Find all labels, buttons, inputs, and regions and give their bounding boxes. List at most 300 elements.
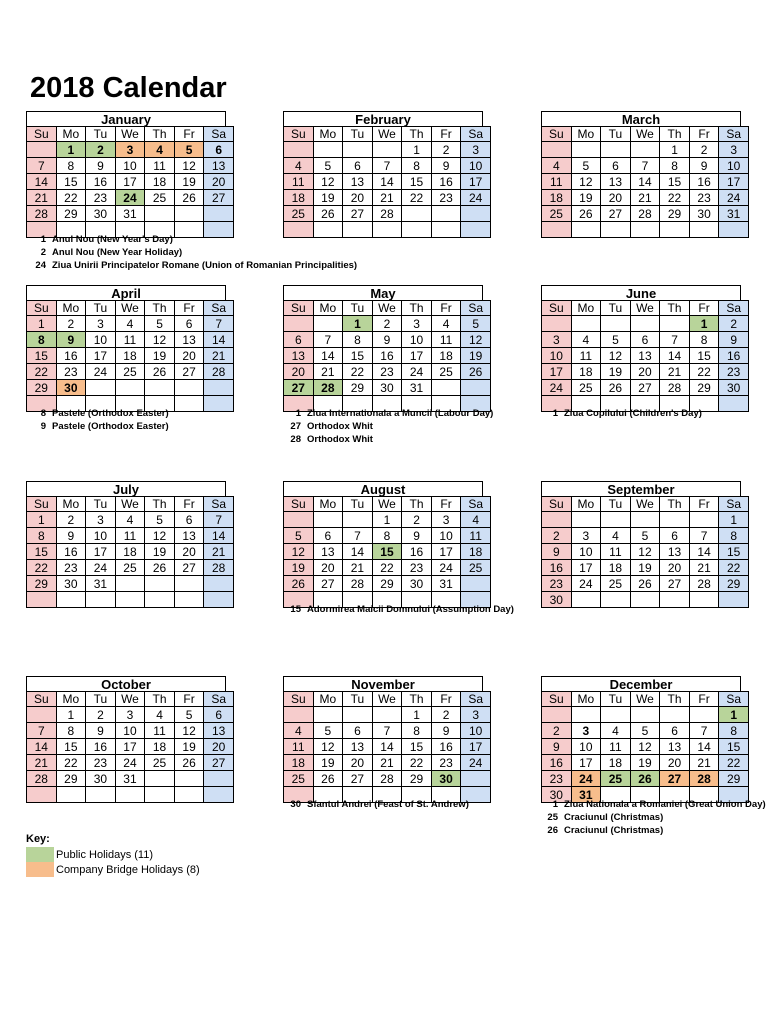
day-cell: 11 — [145, 723, 175, 739]
day-cell: 11 — [115, 332, 145, 348]
day-cell: 6 — [284, 332, 314, 348]
weekday-header: Tu — [343, 127, 373, 142]
day-cell: 18 — [431, 348, 461, 364]
holiday-entry — [283, 798, 469, 811]
day-cell: 13 — [174, 528, 204, 544]
day-cell: 23 — [372, 364, 402, 380]
day-cell: 2 — [86, 142, 116, 158]
day-cell: 27 — [174, 364, 204, 380]
day-cell: 9 — [689, 158, 719, 174]
weekday-header: Fr — [689, 692, 719, 707]
empty-cell — [115, 380, 145, 396]
key-item-label: Public Holidays (11) — [56, 848, 154, 861]
empty-cell — [601, 222, 631, 238]
weekday-header: Su — [27, 127, 57, 142]
day-cell: 24 — [402, 364, 432, 380]
empty-cell — [174, 396, 204, 412]
day-cell: 19 — [284, 560, 314, 576]
day-cell: 1 — [660, 142, 690, 158]
weekday-header: Su — [284, 301, 314, 316]
empty-cell — [719, 396, 749, 412]
day-cell: 8 — [56, 158, 86, 174]
day-cell: 17 — [431, 544, 461, 560]
day-cell: 4 — [461, 512, 491, 528]
day-cell: 12 — [284, 544, 314, 560]
day-cell: 6 — [630, 332, 660, 348]
empty-cell — [204, 396, 234, 412]
holiday-day: 1 — [40, 234, 46, 245]
empty-cell — [601, 316, 631, 332]
weekday-header: Sa — [461, 127, 491, 142]
empty-cell — [27, 142, 57, 158]
day-cell: 20 — [313, 560, 343, 576]
holiday-name: Pastele (Orthodox Easter) — [52, 408, 169, 419]
day-cell: 5 — [571, 158, 601, 174]
day-cell: 15 — [719, 544, 749, 560]
day-cell: 1 — [56, 142, 86, 158]
day-cell: 9 — [56, 528, 86, 544]
day-cell: 26 — [145, 560, 175, 576]
weekday-header: Mo — [56, 692, 86, 707]
day-cell: 6 — [343, 723, 373, 739]
day-cell: 15 — [27, 348, 57, 364]
month-title: January — [26, 111, 226, 126]
day-cell: 27 — [204, 755, 234, 771]
day-cell: 25 — [284, 206, 314, 222]
empty-cell — [660, 222, 690, 238]
holiday-entry — [28, 420, 169, 433]
day-cell: 15 — [343, 348, 373, 364]
day-cell: 1 — [719, 707, 749, 723]
day-cell: 21 — [204, 544, 234, 560]
day-cell: 7 — [204, 512, 234, 528]
month-title: May — [283, 285, 483, 300]
day-cell: 27 — [284, 380, 314, 396]
day-cell: 9 — [402, 528, 432, 544]
day-cell: 26 — [571, 206, 601, 222]
day-cell: 29 — [719, 771, 749, 787]
empty-cell — [689, 707, 719, 723]
empty-cell — [461, 222, 491, 238]
weekday-header: Th — [660, 497, 690, 512]
day-cell: 3 — [461, 142, 491, 158]
month-title: July — [26, 481, 226, 496]
day-cell: 25 — [601, 576, 631, 592]
day-cell: 30 — [56, 380, 86, 396]
day-cell: 17 — [115, 739, 145, 755]
day-cell: 26 — [145, 364, 175, 380]
day-cell: 16 — [431, 174, 461, 190]
day-cell: 3 — [461, 707, 491, 723]
month-title: April — [26, 285, 226, 300]
month-table — [283, 691, 491, 803]
holiday-name: Anul Nou (New Year's Day) — [52, 234, 173, 245]
empty-cell — [630, 222, 660, 238]
day-cell: 29 — [660, 206, 690, 222]
empty-cell — [343, 142, 373, 158]
day-cell: 24 — [115, 190, 145, 206]
empty-cell — [372, 142, 402, 158]
empty-cell — [313, 142, 343, 158]
day-cell: 9 — [431, 723, 461, 739]
day-cell: 7 — [630, 158, 660, 174]
weekday-header: We — [115, 301, 145, 316]
empty-cell — [343, 512, 373, 528]
day-cell: 1 — [719, 512, 749, 528]
weekday-header: Tu — [86, 127, 116, 142]
day-cell: 2 — [431, 707, 461, 723]
weekday-header: We — [372, 497, 402, 512]
day-cell: 25 — [542, 206, 572, 222]
day-cell: 12 — [630, 544, 660, 560]
day-cell: 23 — [689, 190, 719, 206]
empty-cell — [204, 576, 234, 592]
month-january — [26, 111, 226, 238]
empty-cell — [204, 380, 234, 396]
day-cell: 8 — [719, 723, 749, 739]
month-table — [283, 126, 491, 238]
empty-cell — [601, 592, 631, 608]
empty-cell — [630, 592, 660, 608]
holiday-name: Ziua Copilului (Children's Day) — [564, 408, 702, 419]
day-cell: 26 — [284, 576, 314, 592]
day-cell: 27 — [601, 206, 631, 222]
weekday-header: Th — [660, 692, 690, 707]
holiday-list — [283, 603, 514, 616]
weekday-header: Th — [145, 692, 175, 707]
day-cell: 2 — [56, 316, 86, 332]
day-cell: 23 — [402, 560, 432, 576]
weekday-header: Mo — [313, 692, 343, 707]
day-cell: 10 — [115, 158, 145, 174]
empty-cell — [86, 592, 116, 608]
day-cell: 22 — [719, 755, 749, 771]
holiday-entry — [540, 407, 702, 420]
weekday-header: Mo — [571, 301, 601, 316]
day-cell: 15 — [27, 544, 57, 560]
weekday-header: Fr — [174, 497, 204, 512]
day-cell: 7 — [372, 723, 402, 739]
day-cell: 30 — [56, 576, 86, 592]
day-cell: 9 — [542, 739, 572, 755]
day-cell: 29 — [689, 380, 719, 396]
day-cell: 11 — [431, 332, 461, 348]
day-cell: 24 — [86, 364, 116, 380]
day-cell: 9 — [56, 332, 86, 348]
day-cell: 15 — [719, 739, 749, 755]
day-cell: 21 — [689, 755, 719, 771]
day-cell: 23 — [542, 771, 572, 787]
day-cell: 3 — [431, 512, 461, 528]
day-cell: 13 — [601, 174, 631, 190]
weekday-header: Th — [402, 127, 432, 142]
day-cell: 4 — [145, 142, 175, 158]
day-cell: 19 — [174, 174, 204, 190]
weekday-header: Su — [27, 301, 57, 316]
day-cell: 30 — [689, 206, 719, 222]
weekday-header: We — [115, 497, 145, 512]
day-cell: 6 — [601, 158, 631, 174]
day-cell: 7 — [689, 723, 719, 739]
month-august — [283, 481, 483, 608]
weekday-header: Th — [402, 497, 432, 512]
day-cell: 7 — [343, 528, 373, 544]
empty-cell — [145, 206, 175, 222]
day-cell: 17 — [86, 544, 116, 560]
empty-cell — [571, 316, 601, 332]
day-cell: 6 — [174, 512, 204, 528]
empty-cell — [461, 771, 491, 787]
day-cell: 27 — [660, 576, 690, 592]
day-cell: 6 — [343, 158, 373, 174]
day-cell: 23 — [56, 364, 86, 380]
empty-cell — [601, 142, 631, 158]
holiday-entry — [28, 259, 357, 272]
day-cell: 30 — [372, 380, 402, 396]
day-cell: 28 — [204, 364, 234, 380]
day-cell: 21 — [689, 560, 719, 576]
holiday-day: 2 — [40, 247, 46, 258]
empty-cell — [56, 787, 86, 803]
month-title: December — [541, 676, 741, 691]
empty-cell — [86, 787, 116, 803]
weekday-header: Mo — [56, 497, 86, 512]
day-cell: 27 — [343, 206, 373, 222]
day-cell: 25 — [145, 755, 175, 771]
day-cell: 4 — [145, 707, 175, 723]
day-cell: 16 — [402, 544, 432, 560]
empty-cell — [313, 512, 343, 528]
day-cell: 17 — [402, 348, 432, 364]
month-table — [26, 126, 234, 238]
day-cell: 17 — [571, 560, 601, 576]
day-cell: 14 — [660, 348, 690, 364]
day-cell: 30 — [542, 592, 572, 608]
day-cell: 23 — [431, 190, 461, 206]
weekday-header: Sa — [204, 692, 234, 707]
day-cell: 20 — [660, 755, 690, 771]
empty-cell — [174, 576, 204, 592]
day-cell: 28 — [689, 771, 719, 787]
weekday-header: Su — [542, 127, 572, 142]
day-cell: 8 — [343, 332, 373, 348]
day-cell: 9 — [431, 158, 461, 174]
day-cell: 26 — [461, 364, 491, 380]
day-cell: 14 — [372, 174, 402, 190]
weekday-header: Su — [542, 301, 572, 316]
empty-cell — [313, 707, 343, 723]
weekday-header: We — [372, 127, 402, 142]
day-cell: 11 — [542, 174, 572, 190]
weekday-header: Sa — [204, 127, 234, 142]
day-cell: 7 — [689, 528, 719, 544]
day-cell: 11 — [571, 348, 601, 364]
day-cell: 5 — [313, 158, 343, 174]
day-cell: 28 — [630, 206, 660, 222]
empty-cell — [86, 380, 116, 396]
day-cell: 10 — [571, 544, 601, 560]
day-cell: 16 — [719, 348, 749, 364]
empty-cell — [204, 787, 234, 803]
empty-cell — [542, 512, 572, 528]
empty-cell — [284, 512, 314, 528]
weekday-header: Sa — [461, 497, 491, 512]
empty-cell — [542, 222, 572, 238]
day-cell: 5 — [313, 723, 343, 739]
day-cell: 28 — [343, 576, 373, 592]
day-cell: 14 — [313, 348, 343, 364]
empty-cell — [145, 771, 175, 787]
day-cell: 10 — [115, 723, 145, 739]
day-cell: 5 — [630, 528, 660, 544]
weekday-header: We — [630, 497, 660, 512]
day-cell: 2 — [431, 142, 461, 158]
weekday-header: Th — [660, 127, 690, 142]
weekday-header: Mo — [313, 301, 343, 316]
empty-cell — [660, 512, 690, 528]
day-cell: 18 — [571, 364, 601, 380]
holiday-day: 9 — [40, 421, 46, 432]
day-cell: 21 — [313, 364, 343, 380]
day-cell: 11 — [284, 739, 314, 755]
weekday-header: Mo — [313, 497, 343, 512]
weekday-header: Sa — [719, 692, 749, 707]
empty-cell — [461, 380, 491, 396]
day-cell: 9 — [719, 332, 749, 348]
holiday-day: 26 — [547, 825, 558, 836]
weekday-header: Sa — [719, 127, 749, 142]
day-cell: 3 — [115, 142, 145, 158]
holiday-name: Ziua Internationala a Muncii (Labour Day) — [307, 408, 494, 419]
weekday-header: Th — [402, 301, 432, 316]
holiday-name: Pastele (Orthodox Easter) — [52, 421, 169, 432]
day-cell: 24 — [115, 755, 145, 771]
day-cell: 30 — [542, 787, 572, 803]
empty-cell — [402, 222, 432, 238]
day-cell: 9 — [86, 723, 116, 739]
day-cell: 9 — [86, 158, 116, 174]
day-cell: 2 — [542, 528, 572, 544]
empty-cell — [571, 222, 601, 238]
empty-cell — [372, 707, 402, 723]
weekday-header: Tu — [601, 301, 631, 316]
weekday-header: Fr — [174, 301, 204, 316]
day-cell: 15 — [56, 739, 86, 755]
day-cell: 14 — [204, 528, 234, 544]
empty-cell — [284, 316, 314, 332]
empty-cell — [719, 222, 749, 238]
day-cell: 8 — [402, 158, 432, 174]
holiday-name: Anul Nou (New Year Holiday) — [52, 247, 183, 258]
weekday-header: Th — [145, 497, 175, 512]
day-cell: 12 — [145, 528, 175, 544]
day-cell: 5 — [630, 723, 660, 739]
day-cell: 25 — [284, 771, 314, 787]
day-cell: 16 — [542, 560, 572, 576]
day-cell: 20 — [174, 544, 204, 560]
month-table — [26, 300, 234, 412]
day-cell: 9 — [372, 332, 402, 348]
weekday-header: Tu — [86, 301, 116, 316]
day-cell: 28 — [689, 576, 719, 592]
empty-cell — [660, 707, 690, 723]
day-cell: 1 — [402, 707, 432, 723]
month-december — [541, 676, 741, 803]
day-cell: 5 — [145, 512, 175, 528]
day-cell: 28 — [372, 206, 402, 222]
empty-cell — [372, 222, 402, 238]
empty-cell — [542, 707, 572, 723]
empty-cell — [660, 316, 690, 332]
day-cell: 14 — [27, 739, 57, 755]
holiday-day: 1 — [295, 408, 301, 419]
weekday-header: Tu — [601, 692, 631, 707]
day-cell: 18 — [145, 174, 175, 190]
day-cell: 29 — [56, 771, 86, 787]
day-cell: 7 — [313, 332, 343, 348]
holiday-list — [283, 798, 469, 811]
day-cell: 14 — [372, 739, 402, 755]
day-cell: 4 — [601, 528, 631, 544]
empty-cell — [145, 592, 175, 608]
day-cell: 17 — [86, 348, 116, 364]
weekday-header: Su — [27, 692, 57, 707]
day-cell: 17 — [461, 174, 491, 190]
day-cell: 20 — [660, 560, 690, 576]
empty-cell — [174, 206, 204, 222]
day-cell: 29 — [27, 380, 57, 396]
weekday-header: Fr — [431, 127, 461, 142]
day-cell: 13 — [204, 158, 234, 174]
day-cell: 2 — [689, 142, 719, 158]
weekday-header: Fr — [431, 497, 461, 512]
month-february — [283, 111, 483, 238]
holiday-list — [28, 233, 357, 272]
weekday-header: Su — [284, 692, 314, 707]
empty-cell — [660, 592, 690, 608]
day-cell: 12 — [174, 723, 204, 739]
empty-cell — [630, 142, 660, 158]
day-cell: 10 — [86, 528, 116, 544]
empty-cell — [542, 142, 572, 158]
day-cell: 22 — [402, 755, 432, 771]
day-cell: 19 — [313, 190, 343, 206]
holiday-entry — [283, 420, 493, 433]
day-cell: 20 — [630, 364, 660, 380]
empty-cell — [431, 380, 461, 396]
empty-cell — [630, 512, 660, 528]
day-cell: 16 — [56, 544, 86, 560]
day-cell: 1 — [27, 316, 57, 332]
month-table — [26, 691, 234, 803]
weekday-header: Mo — [56, 127, 86, 142]
weekday-header: We — [630, 127, 660, 142]
empty-cell — [571, 512, 601, 528]
holiday-name: Orthodox Whit — [307, 434, 373, 445]
day-cell: 11 — [461, 528, 491, 544]
day-cell: 13 — [284, 348, 314, 364]
day-cell: 23 — [86, 755, 116, 771]
day-cell: 26 — [630, 771, 660, 787]
day-cell: 6 — [660, 723, 690, 739]
day-cell: 8 — [372, 528, 402, 544]
day-cell: 6 — [204, 142, 234, 158]
day-cell: 13 — [204, 723, 234, 739]
month-title: November — [283, 676, 483, 691]
day-cell: 3 — [542, 332, 572, 348]
day-cell: 12 — [313, 739, 343, 755]
day-cell: 31 — [115, 771, 145, 787]
